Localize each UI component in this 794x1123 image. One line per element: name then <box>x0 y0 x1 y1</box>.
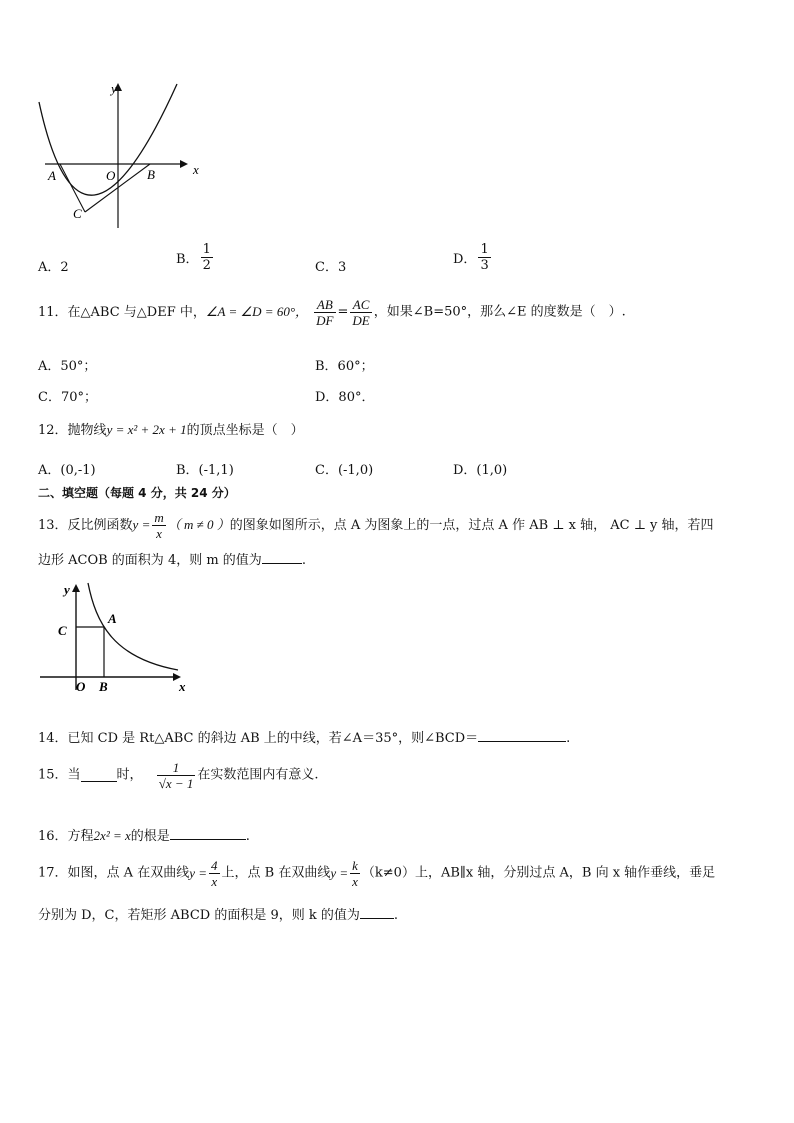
parabola-figure <box>30 80 210 235</box>
section-heading-fill-blank: 二、填空题（每题 4 分，共 24 分） <box>38 486 236 500</box>
question-13-line2: 边形 ACOB 的面积为 4，则 m 的值为 . <box>38 553 306 568</box>
segment-ac <box>60 164 85 212</box>
answer-blank-15[interactable] <box>81 769 117 782</box>
label-x: x <box>179 679 186 694</box>
answer-blank-13[interactable] <box>262 551 302 564</box>
question-16: 16．方程2x² = x的根是 . <box>38 828 250 844</box>
question-13-line1: 13．反比例函数y = $\frac{m}{x}$ （ m ≠ 0 ）的图象如图所示，点 A 为图象上的一点，过点 A 作 AB ⊥ x 轴， AC ⊥ y 轴，若四 <box>38 510 714 541</box>
q12-option-b[interactable]: B．(-1,1) <box>176 463 234 478</box>
q11-option-b[interactable]: B．60°； <box>315 359 374 374</box>
label-c: C <box>73 206 82 221</box>
label-x: x <box>193 162 199 177</box>
q12-option-c[interactable]: C．(-1,0) <box>315 463 374 478</box>
fraction-m-x: $\frac{m}{x}$ <box>154 510 164 541</box>
label-b: B <box>99 679 108 694</box>
question-17-line2: 分别为 D，C，若矩形 ABCD 的面积是 9，则 k 的值为 . <box>38 908 399 923</box>
label-c: C <box>58 623 67 638</box>
label-o: O <box>76 679 86 694</box>
answer-blank-17[interactable] <box>360 906 394 919</box>
label-y: y <box>64 582 70 597</box>
label-o: O <box>106 168 116 183</box>
y-axis-arrow <box>72 584 80 592</box>
label-a: A <box>108 611 117 626</box>
q11-option-c[interactable]: C．70°； <box>38 390 97 405</box>
q10-option-d[interactable]: D． $\frac{1}{3}$ <box>453 242 489 273</box>
q11-option-d[interactable]: D．80°． <box>315 390 375 405</box>
q12-option-a[interactable]: A．(0,-1) <box>38 463 96 478</box>
x-axis-arrow <box>180 160 188 168</box>
answer-blank-14[interactable] <box>478 729 566 742</box>
label-y: y <box>111 81 117 96</box>
fraction-ab-df: $\frac{AB}{DF}$ <box>316 297 334 328</box>
q10-option-a[interactable]: A．2 <box>38 260 69 275</box>
hyperbola-figure <box>38 578 193 698</box>
label-b: B <box>147 167 155 182</box>
question-11: 11．在△ABC 与△DEF 中，∠A = ∠D = 60°， $\frac{AB}{DF}$ = $\frac{AC}{DE}$ ，如果∠B=50°，那么∠E 的度数是（ ）. <box>38 297 626 328</box>
q12-option-d[interactable]: D．(1,0) <box>453 463 508 478</box>
question-17-line1: 17．如图，点 A 在双曲线y = $\frac{4}{x}$ 上，点 B 在双曲线y = $\frac{k}{x}$ （k≠0）上，AB∥x 轴，分别过点 A，B 向 x 轴作垂线，垂足 <box>38 858 716 889</box>
question-14: 14．已知 CD 是 Rt△ABC 的斜边 AB 上的中线，若∠A＝35°，则∠BCD＝ . <box>38 731 571 746</box>
answer-blank-16[interactable] <box>170 827 246 840</box>
q11-option-a[interactable]: A．50°； <box>38 359 97 374</box>
question-12: 12．抛物线y = x² + 2x + 1的顶点坐标是（ ） <box>38 422 304 438</box>
fraction-4-over-x: $\frac{4}{x}$ <box>211 858 218 889</box>
fraction-one-third: $\frac{1}{3}$ <box>480 242 489 273</box>
q10-option-c[interactable]: C．3 <box>315 260 347 275</box>
fraction-one-over-sqrt: $\frac{1}{√x - 1}$ <box>158 760 194 791</box>
q10-option-b[interactable]: B． $\frac{1}{2}$ <box>176 242 211 273</box>
label-a: A <box>48 168 56 183</box>
fraction-one-half: $\frac{1}{2}$ <box>202 242 211 273</box>
fraction-ac-de: $\frac{AC}{DE}$ <box>352 297 370 328</box>
fraction-k-over-x: $\frac{k}{x}$ <box>352 858 358 889</box>
question-15: 15．当 时， $\frac{1}{√x - 1}$ 在实数范围内有意义. <box>38 760 319 791</box>
